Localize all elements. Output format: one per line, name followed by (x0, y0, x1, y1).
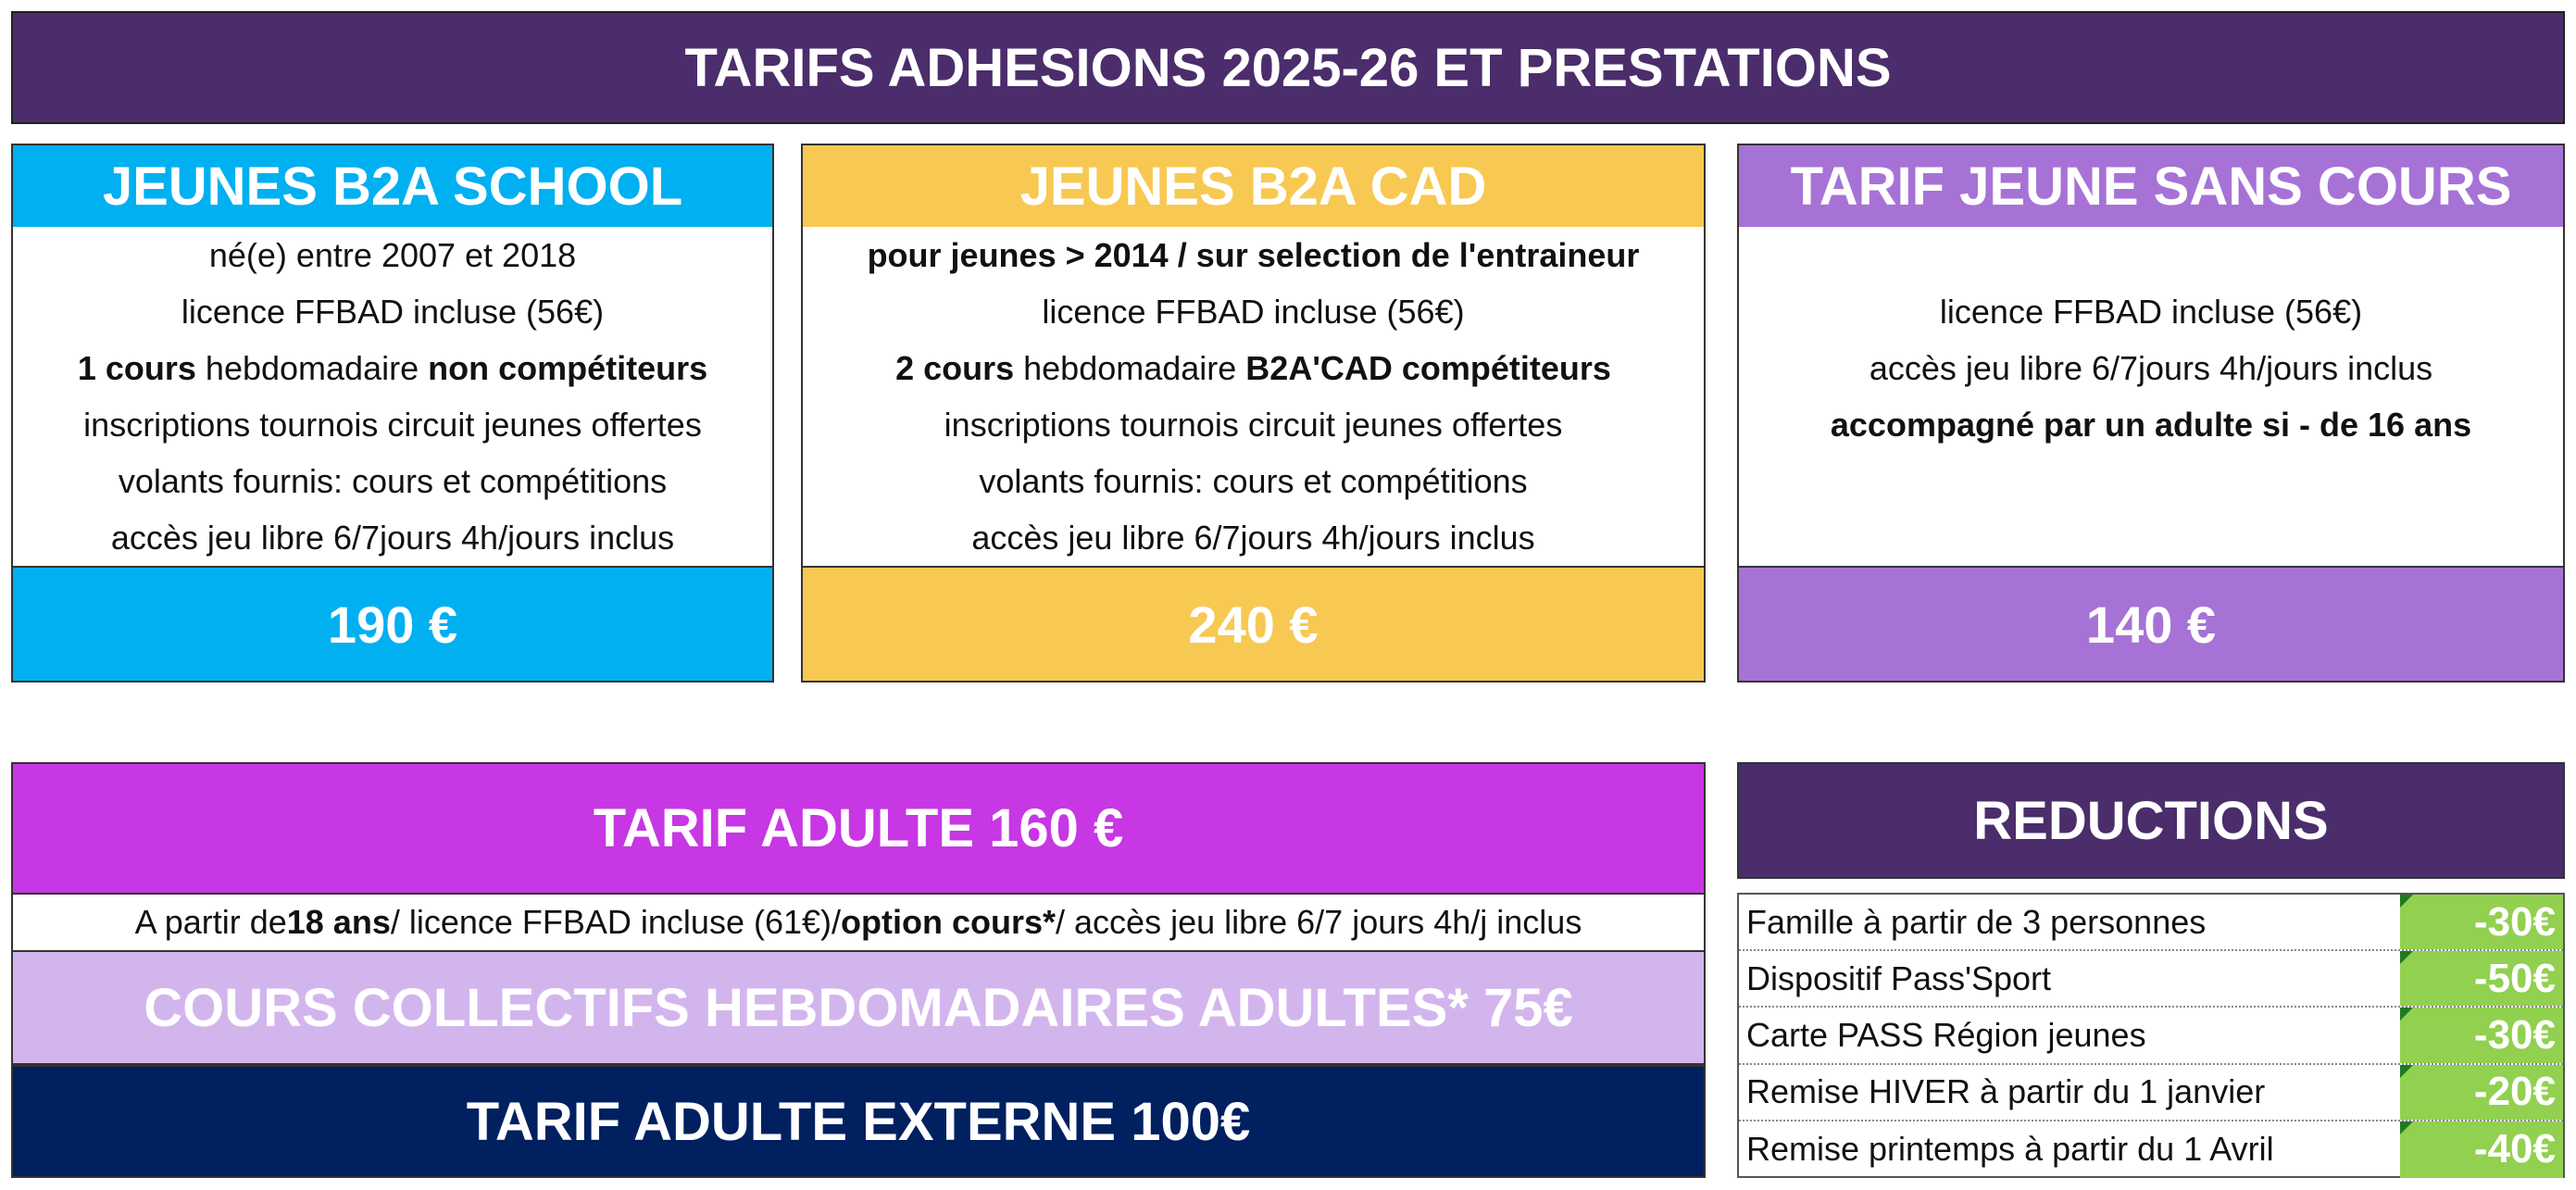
reduction-amount: -20€ (2473, 1069, 2556, 1115)
cell-marker-icon (2400, 1008, 2413, 1021)
reductions-title: REDUCTIONS (1737, 762, 2565, 879)
text: hebdomadaire (1014, 349, 1246, 387)
card-line (1739, 283, 2563, 340)
text: accès jeu libre 6/7jours 4h/jours inclus (971, 519, 1535, 557)
text: inscriptions tournois circuit jeunes offertes (83, 406, 702, 444)
card-line (1739, 227, 2563, 283)
reduction-value (2400, 895, 2563, 949)
text: volants fournis: cours et compétitions (118, 462, 668, 500)
reduction-label: Famille à partir de 3 personnes (1746, 902, 2207, 941)
reduction-amount: -50€ (2473, 955, 2556, 1001)
cell-marker-icon (2400, 1121, 2413, 1134)
card-price: 240 € (803, 566, 1704, 681)
adult-courses: COURS COLLECTIFS HEBDOMADAIRES ADULTES* 75€ (11, 950, 1706, 1065)
text: licence FFBAD incluse (56€) (1042, 293, 1465, 331)
text: licence FFBAD incluse (56€) (181, 293, 605, 331)
cell-marker-icon (2400, 895, 2413, 908)
text: accès jeu libre 6/7jours 4h/jours inclus (110, 519, 675, 557)
card-line (803, 509, 1704, 566)
card-line (803, 283, 1704, 340)
adult-external: TARIF ADULTE EXTERNE 100€ (11, 1065, 1706, 1178)
card-body (803, 227, 1704, 566)
card-price: 190 € (13, 566, 772, 681)
adult-description (11, 895, 1706, 950)
card-jeunes-school (11, 144, 774, 683)
card-body (1739, 227, 2563, 566)
text: licence FFBAD incluse (56€) (1939, 293, 2363, 331)
card-line (1739, 340, 2563, 396)
reduction-label: Remise printemps à partir du 1 Avril (1746, 1130, 2274, 1169)
reduction-value (2400, 951, 2563, 1006)
card-line (1739, 509, 2563, 566)
card-line (13, 340, 772, 396)
text: accès jeu libre 6/7jours 4h/jours inclus (1869, 349, 2433, 387)
reduction-label: Dispositif Pass'Sport (1746, 958, 2051, 997)
reduction-row (1739, 1121, 2563, 1178)
reduction-label: Carte PASS Région jeunes (1746, 1015, 2146, 1054)
reductions-table (1737, 893, 2565, 1178)
card-jeune-sans-cours (1737, 144, 2565, 683)
bold-text: pour jeunes > 2014 / sur selection de l'entraineur (867, 236, 1640, 274)
card-header: TARIF JEUNE SANS COURS (1739, 145, 2563, 229)
card-line (13, 509, 772, 566)
reduction-row (1739, 895, 2563, 951)
text: / accès jeu libre 6/7 jours 4h/j inclus (1056, 903, 1582, 941)
reduction-amount: -30€ (2473, 1011, 2556, 1058)
reduction-amount: -30€ (2473, 898, 2556, 945)
bold-text: option cours* (841, 903, 1057, 941)
reduction-label: Remise HIVER à partir du 1 janvier (1746, 1072, 2266, 1111)
card-line (803, 453, 1704, 509)
card-line (13, 283, 772, 340)
card-line (803, 396, 1704, 453)
card-line (13, 227, 772, 283)
reduction-row (1739, 1008, 2563, 1064)
text: / licence FFBAD incluse (61€)/ (390, 903, 842, 941)
bold-text: 18 ans (286, 903, 391, 941)
bold-text: accompagné par un adulte si - de 16 ans (1830, 406, 2472, 444)
reduction-value (2400, 1008, 2563, 1062)
reduction-amount: -40€ (2473, 1126, 2556, 1172)
reduction-value (2400, 1121, 2563, 1178)
reduction-value (2400, 1065, 2563, 1120)
bold-text: 2 cours (895, 349, 1015, 387)
reduction-row (1739, 951, 2563, 1008)
card-header: JEUNES B2A CAD (803, 145, 1704, 229)
text: hebdomadaire (195, 349, 429, 387)
card-line (1739, 453, 2563, 509)
card-line (803, 340, 1704, 396)
reduction-row (1739, 1065, 2563, 1121)
card-price: 140 € (1739, 566, 2563, 681)
adult-title: TARIF ADULTE 160 € (11, 762, 1706, 895)
card-line (1739, 396, 2563, 453)
text: volants fournis: cours et compétitions (979, 462, 1528, 500)
cell-marker-icon (2400, 1065, 2413, 1078)
card-line (13, 396, 772, 453)
cell-marker-icon (2400, 951, 2413, 964)
card-line (803, 227, 1704, 283)
text: A partir de (134, 903, 287, 941)
card-body (13, 227, 772, 566)
text: inscriptions tournois circuit jeunes offertes (944, 406, 1563, 444)
page-title: TARIFS ADHESIONS 2025-26 ET PRESTATIONS (11, 11, 2565, 124)
card-jeunes-cad (801, 144, 1706, 683)
text: né(e) entre 2007 et 2018 (208, 236, 577, 274)
card-header: JEUNES B2A SCHOOL (13, 145, 772, 229)
card-line (13, 453, 772, 509)
bold-text: B2A'CAD compétiteurs (1245, 349, 1611, 387)
bold-text: 1 cours (77, 349, 196, 387)
bold-text: non compétiteurs (428, 349, 708, 387)
